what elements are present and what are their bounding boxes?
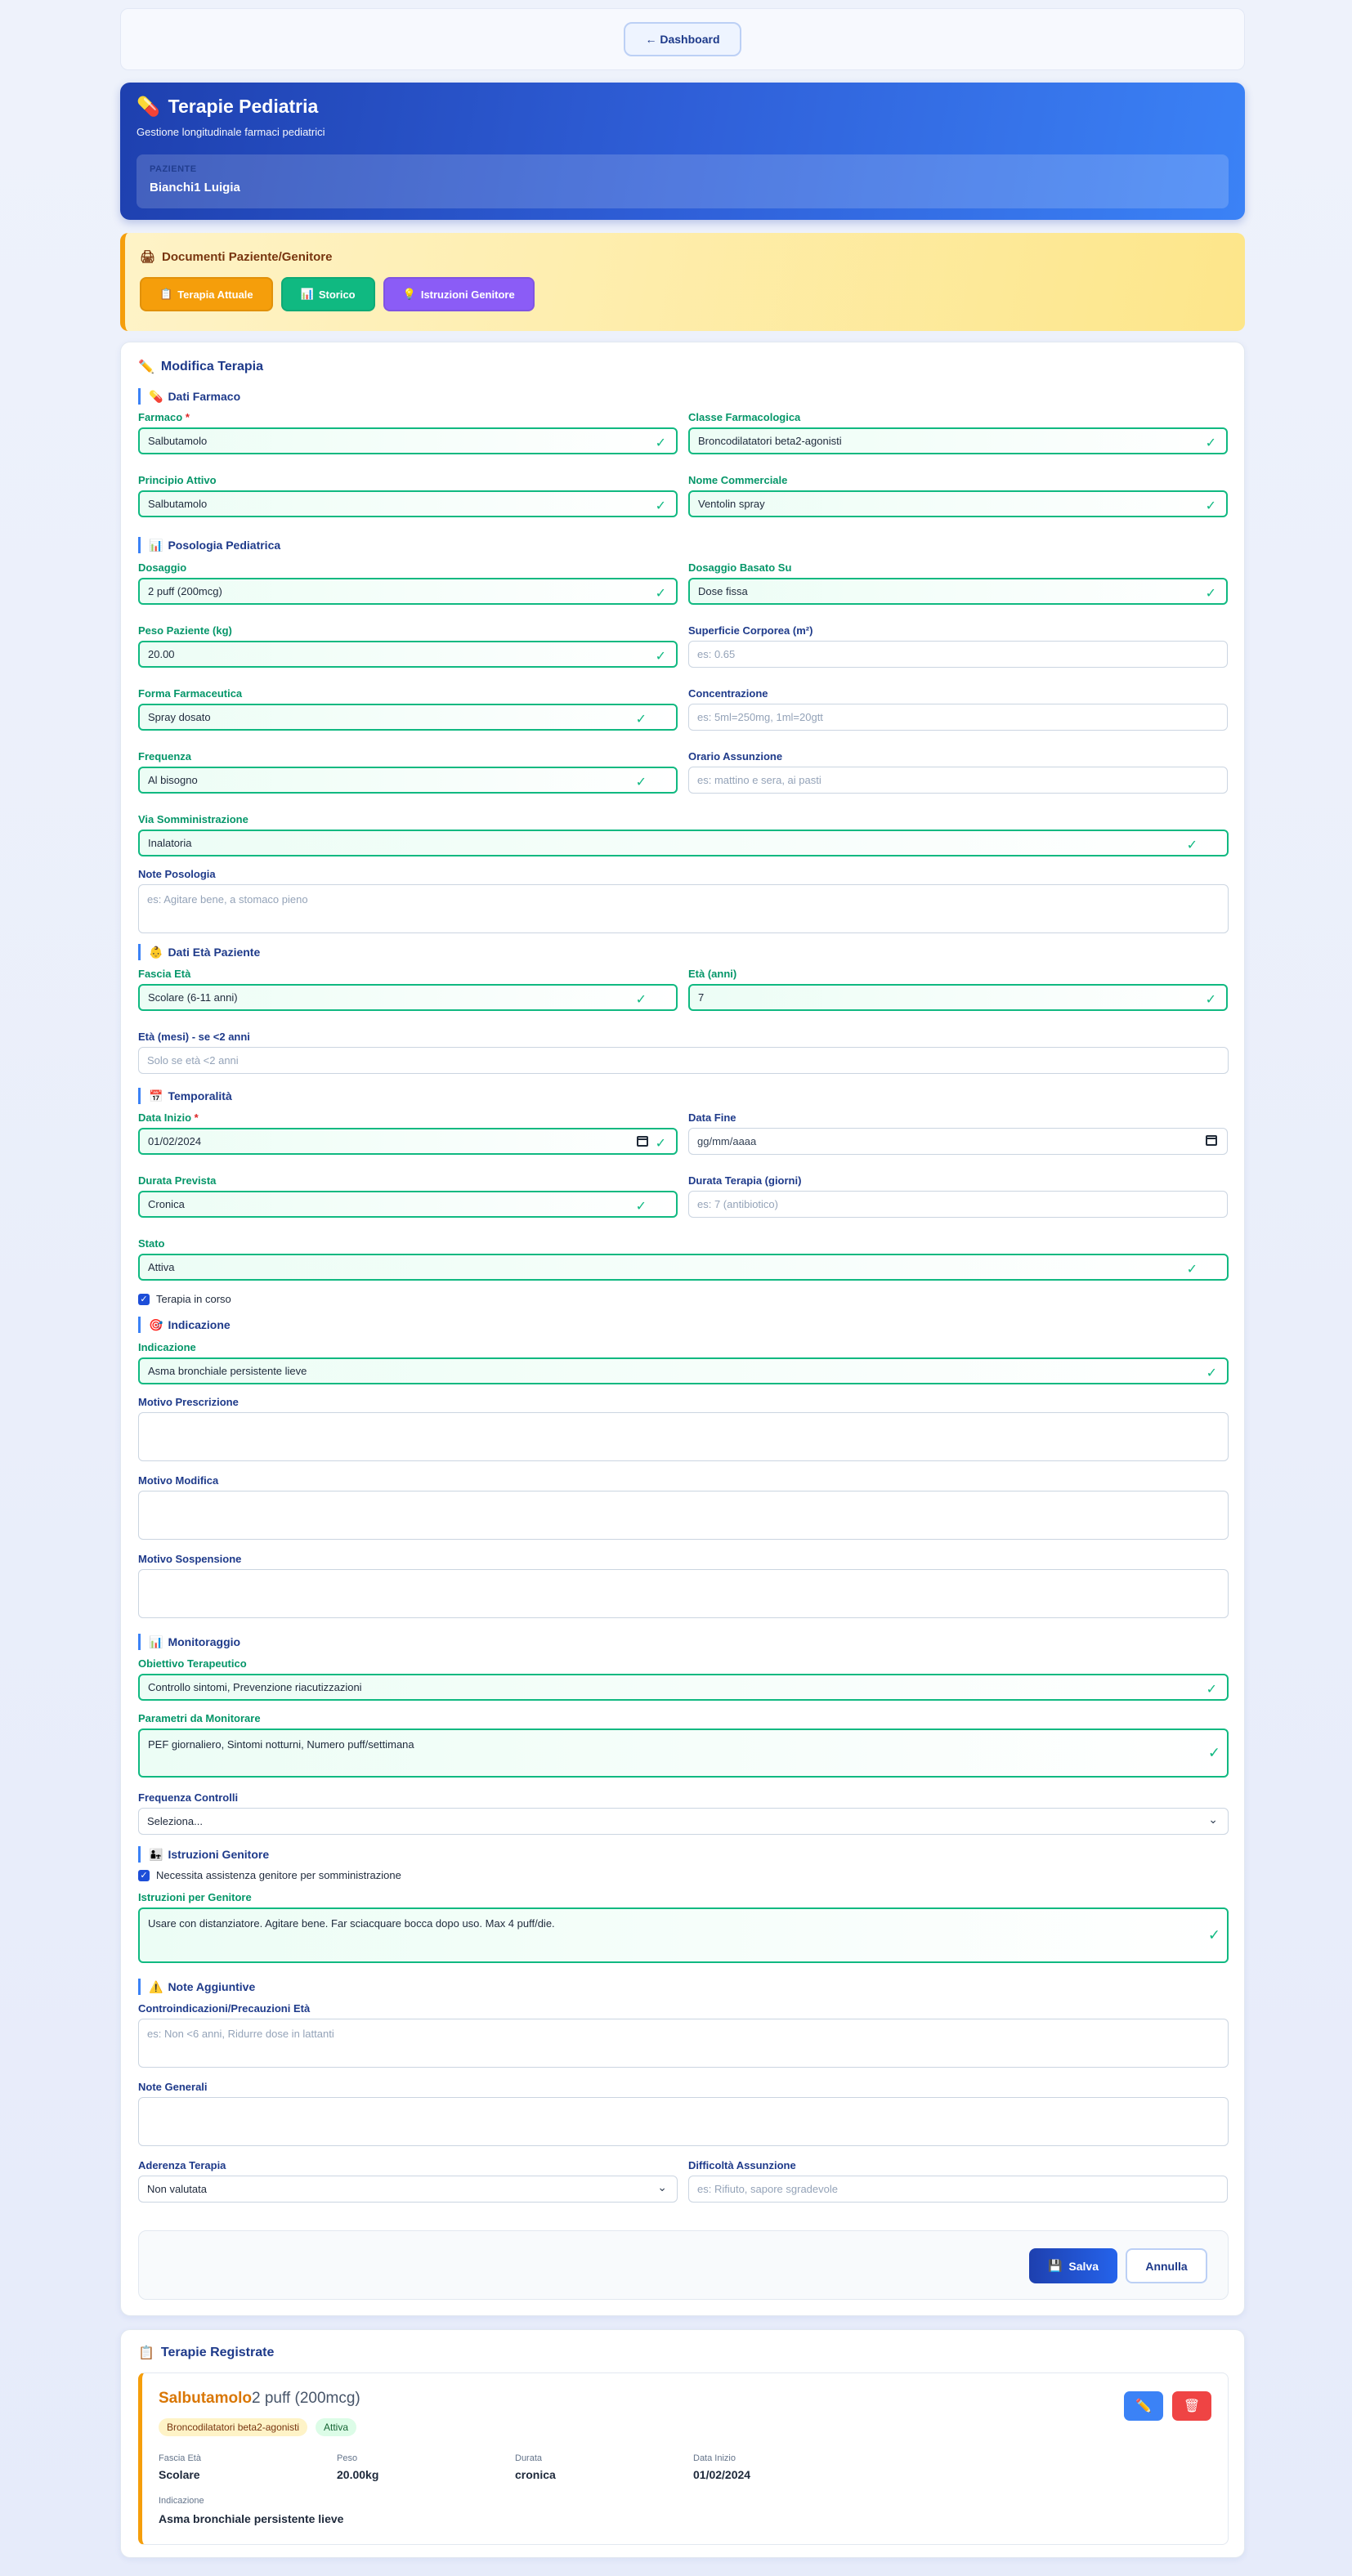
age-years-field[interactable]: 7 ✓: [688, 984, 1228, 1011]
end-date-label: Data Fine: [688, 1111, 736, 1124]
modification-reason-textarea[interactable]: [138, 1491, 1229, 1540]
in-progress-checkbox[interactable]: ✓: [138, 1294, 150, 1305]
indication-field[interactable]: Asma bronchiale persistente lieve ✓: [138, 1357, 1229, 1384]
goal-label: Obiettivo Terapeutico: [138, 1657, 247, 1670]
schedule-field[interactable]: es: mattino e sera, ai pasti: [688, 767, 1228, 794]
weight-label: Peso Paziente (kg): [138, 624, 232, 637]
therapy-status-badge: Attiva: [316, 2418, 356, 2436]
page-subtitle: Gestione longitudinale farmaci pediatrici: [137, 126, 325, 138]
brand-name-label: Nome Commerciale: [688, 474, 788, 486]
frequency-select[interactable]: Al bisogno ✓: [138, 767, 678, 794]
pill-icon: 💊: [137, 96, 160, 117]
calendar-icon[interactable]: [637, 1136, 648, 1147]
concentration-label: Concentrazione: [688, 687, 768, 700]
status-select[interactable]: Attiva ✓: [138, 1254, 1229, 1281]
therapy-form: [120, 342, 1245, 2316]
documents-panel: [120, 233, 1245, 331]
therapy-card: [138, 2373, 1229, 2545]
age-months-field[interactable]: Solo se età <2 anni: [138, 1047, 1229, 1074]
clipboard-icon: 📋: [138, 2346, 154, 2360]
active-ingredient-label: Principio Attivo: [138, 474, 217, 486]
start-date-info-value: 01/02/2024: [693, 2468, 751, 2481]
therapy-drug-name: Salbutamolo2 puff (200mcg): [159, 2390, 360, 2407]
pencil-icon: ✏️: [138, 360, 154, 374]
start-date-field[interactable]: 01/02/2024 ✓: [138, 1128, 678, 1155]
drug-label: Farmaco *: [138, 411, 190, 423]
body-surface-field[interactable]: es: 0.65: [688, 641, 1228, 668]
check-frequency-select[interactable]: Seleziona... ⌄: [138, 1808, 1229, 1835]
expected-duration-label: Durata Prevista: [138, 1174, 217, 1187]
dosage-basis-field[interactable]: Dose fissa ✓: [688, 578, 1228, 605]
general-notes-textarea[interactable]: [138, 2097, 1229, 2146]
current-therapy-button[interactable]: 📋 Terapia Attuale: [140, 277, 273, 311]
class-label: Classe Farmacologica: [688, 411, 801, 423]
route-label: Via Somministrazione: [138, 813, 248, 825]
indication-info-value: Asma bronchiale persistente lieve: [159, 2512, 344, 2525]
drug-field[interactable]: Salbutamolo ✓: [138, 427, 678, 454]
form-title: ✏️ Modifica Terapia: [138, 360, 263, 374]
assistance-checkbox[interactable]: ✓: [138, 1870, 150, 1881]
contraindications-label: Controindicazioni/Precauzioni Età: [138, 2002, 311, 2015]
bulb-icon: 💡: [402, 288, 416, 300]
start-date-info-label: Data Inizio: [693, 2453, 736, 2463]
form-actions: [138, 2230, 1229, 2300]
page-header: [120, 83, 1245, 220]
frequency-label: Frequenza: [138, 750, 192, 763]
duration-days-field[interactable]: es: 7 (antibiotico): [688, 1191, 1228, 1218]
prescription-reason-label: Motivo Prescrizione: [138, 1396, 239, 1408]
assistance-checkbox-row[interactable]: ✓ Necessita assistenza genitore per somministrazione: [138, 1869, 401, 1881]
therapy-class-badge: Broncodilatatori beta2-agonisti: [159, 2418, 307, 2436]
trash-icon: 🗑: [1183, 2399, 1201, 2413]
page-title: 💊 Terapie Pediatria: [137, 96, 319, 117]
indication-info-label: Indicazione: [159, 2496, 204, 2506]
parent-instructions-label: Istruzioni per Genitore: [138, 1891, 252, 1903]
calendar-icon: 📅: [149, 1089, 163, 1102]
section-additional-notes: ⚠️ Note Aggiuntive: [138, 1979, 255, 1995]
concentration-field[interactable]: es: 5ml=250mg, 1ml=20gtt: [688, 704, 1228, 731]
indication-label: Indicazione: [138, 1341, 196, 1353]
adherence-select[interactable]: Non valutata ⌄: [138, 2176, 678, 2203]
printer-icon: 🖨: [140, 250, 156, 264]
check-frequency-label: Frequenza Controlli: [138, 1791, 239, 1804]
general-notes-label: Note Generali: [138, 2081, 208, 2093]
pill-icon: 💊: [149, 389, 163, 403]
parent-instructions-button[interactable]: 💡 Istruzioni Genitore: [383, 277, 535, 311]
duration-info-label: Durata: [515, 2453, 543, 2463]
chevron-down-icon: ⌄: [657, 2180, 667, 2194]
end-date-field[interactable]: gg/mm/aaaa: [688, 1128, 1228, 1155]
chevron-down-icon: ⌄: [1208, 1813, 1218, 1826]
adherence-label: Aderenza Terapia: [138, 2159, 226, 2171]
weight-field[interactable]: 20.00 ✓: [138, 641, 678, 668]
age-range-info-value: Scolare: [159, 2468, 200, 2481]
registered-title: 📋 Terapie Registrate: [138, 2346, 275, 2360]
section-age: 👶 Dati Età Paziente: [138, 944, 260, 960]
chart-icon: 📊: [300, 288, 314, 300]
section-parent-instructions: 👨‍👧 Istruzioni Genitore: [138, 1846, 269, 1863]
cancel-button[interactable]: Annulla: [1126, 2248, 1207, 2283]
contraindications-textarea[interactable]: es: Non <6 anni, Ridurre dose in lattanti: [138, 2019, 1229, 2068]
in-progress-checkbox-row[interactable]: ✓ Terapia in corso: [138, 1293, 231, 1305]
section-drug-data: 💊 Dati Farmaco: [138, 388, 240, 405]
body-surface-label: Superficie Corporea (m²): [688, 624, 813, 637]
save-button[interactable]: 💾 Salva: [1029, 2248, 1117, 2283]
age-months-label: Età (mesi) - se <2 anni: [138, 1031, 250, 1043]
age-range-label: Fascia Età: [138, 968, 191, 980]
dosage-form-label: Forma Farmaceutica: [138, 687, 243, 700]
dosage-notes-label: Note Posologia: [138, 868, 216, 880]
section-indication: 🎯 Indicazione: [138, 1317, 231, 1333]
dosage-field[interactable]: 2 puff (200mcg) ✓: [138, 578, 678, 605]
baby-icon: 👶: [149, 945, 163, 959]
class-field[interactable]: Broncodilatatori beta2-agonisti ✓: [688, 427, 1228, 454]
registered-therapies: [120, 2329, 1245, 2558]
patient-name: Bianchi1 Luigia: [150, 181, 240, 195]
dashboard-button[interactable]: ← Dashboard: [624, 22, 741, 56]
section-timing: 📅 Temporalità: [138, 1088, 232, 1104]
start-date-label: Data Inizio *: [138, 1111, 199, 1124]
chart-icon: 📊: [149, 1635, 163, 1648]
suspension-reason-textarea[interactable]: [138, 1569, 1229, 1618]
active-ingredient-field[interactable]: Salbutamolo ✓: [138, 490, 678, 517]
documents-title: 🖨 Documenti Paziente/Genitore: [140, 249, 333, 264]
section-monitoring: 📊 Monitoraggio: [138, 1634, 240, 1650]
dosage-basis-label: Dosaggio Basato Su: [688, 561, 792, 574]
age-range-select[interactable]: Scolare (6-11 anni) ✓: [138, 984, 678, 1011]
duration-info-value: cronica: [515, 2468, 556, 2481]
brand-name-field[interactable]: Ventolin spray ✓: [688, 490, 1228, 517]
edit-therapy-button[interactable]: [1124, 2391, 1163, 2421]
goal-field[interactable]: Controllo sintomi, Prevenzione riacutizzazioni ✓: [138, 1674, 1229, 1701]
duration-days-label: Durata Terapia (giorni): [688, 1174, 802, 1187]
clipboard-icon: 📋: [159, 288, 173, 300]
parent-instructions-textarea[interactable]: Usare con distanziatore. Agitare bene. Far sciacquare bocca dopo uso. Max 4 puff/die. ✓: [138, 1907, 1229, 1963]
patient-box: [137, 154, 1229, 208]
warning-icon: ⚠️: [149, 1979, 163, 1993]
history-button[interactable]: 📊 Storico: [281, 277, 375, 311]
age-range-info-label: Fascia Età: [159, 2453, 201, 2463]
family-icon: 👨‍👧: [149, 1847, 163, 1861]
chart-icon: 📊: [149, 538, 163, 552]
dosage-label: Dosaggio: [138, 561, 187, 574]
save-icon: 💾: [1047, 2259, 1063, 2272]
age-years-label: Età (anni): [688, 968, 737, 980]
status-label: Stato: [138, 1237, 165, 1250]
patient-label: PAZIENTE: [150, 164, 197, 174]
dosage-notes-textarea[interactable]: es: Agitare bene, a stomaco pieno: [138, 884, 1229, 933]
weight-info-label: Peso: [337, 2453, 358, 2463]
intake-difficulty-label: Difficoltà Assunzione: [688, 2159, 796, 2171]
route-select[interactable]: Inalatoria ✓: [138, 830, 1229, 856]
target-icon: 🎯: [149, 1317, 163, 1331]
pencil-icon: ✏️: [1135, 2399, 1152, 2413]
top-nav: [120, 8, 1245, 70]
dosage-form-field[interactable]: Spray dosato ✓: [138, 704, 678, 731]
intake-difficulty-field[interactable]: es: Rifiuto, sapore sgradevole: [688, 2176, 1228, 2203]
weight-info-value: 20.00kg: [337, 2468, 379, 2481]
parameters-label: Parametri da Monitorare: [138, 1712, 261, 1724]
expected-duration-select[interactable]: Cronica ✓: [138, 1191, 678, 1218]
modification-reason-label: Motivo Modifica: [138, 1474, 219, 1487]
parameters-textarea[interactable]: PEF giornaliero, Sintomi notturni, Numero puff/settimana ✓: [138, 1729, 1229, 1778]
prescription-reason-textarea[interactable]: [138, 1412, 1229, 1461]
section-dosage: 📊 Posologia Pediatrica: [138, 537, 280, 553]
schedule-label: Orario Assunzione: [688, 750, 783, 763]
delete-therapy-button[interactable]: [1172, 2391, 1211, 2421]
suspension-reason-label: Motivo Sospensione: [138, 1553, 242, 1565]
calendar-icon[interactable]: [1206, 1135, 1217, 1146]
